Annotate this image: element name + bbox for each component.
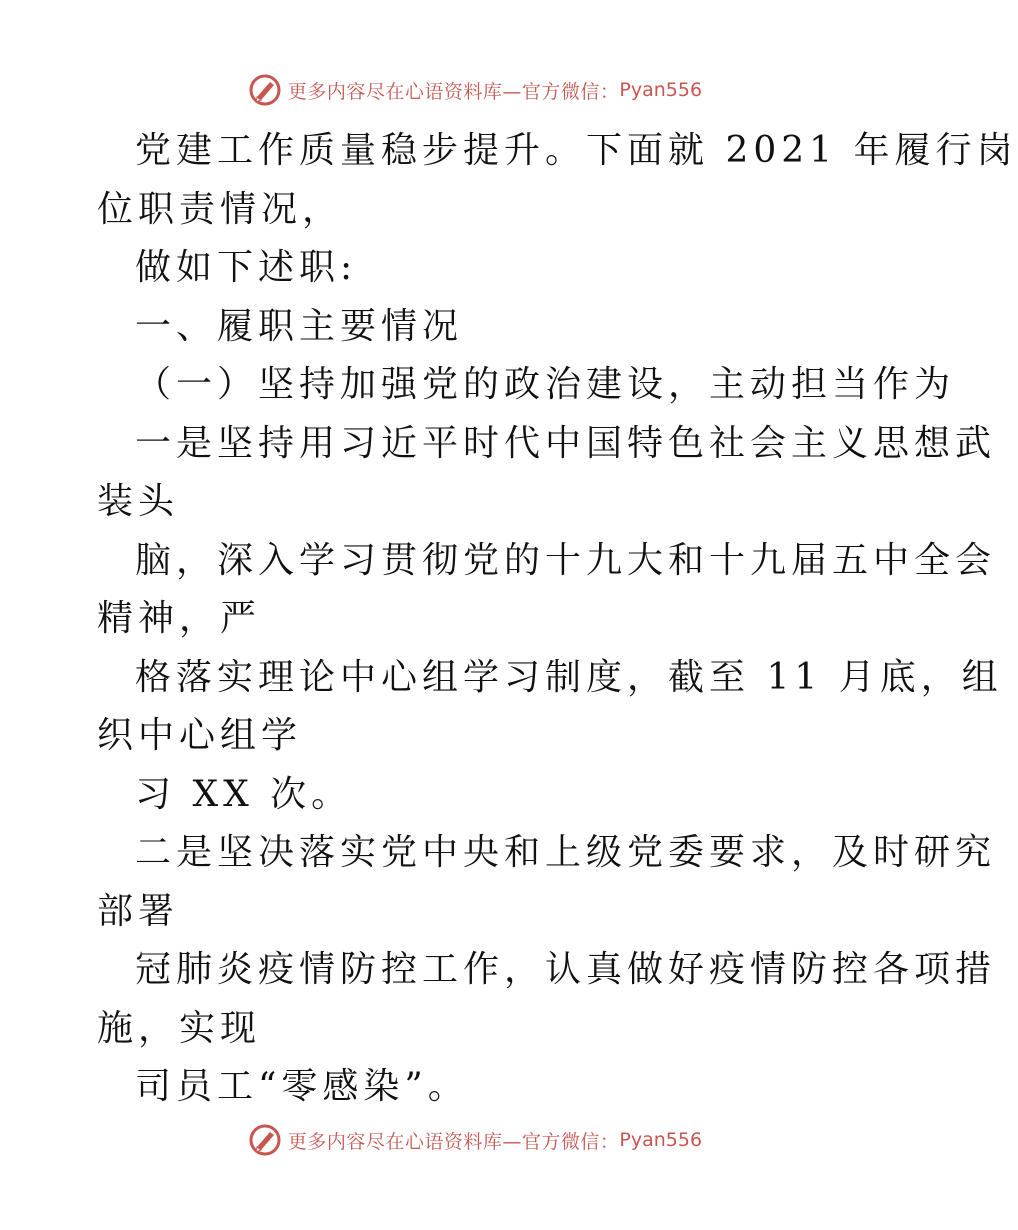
header-watermark-banner bbox=[0, 70, 950, 110]
body-line: 位职责情况， bbox=[97, 188, 344, 230]
subsection-heading: （一）坚持加强党的政治建设，主动担当作为 bbox=[135, 364, 956, 405]
body-line: 脑，深入学习贯彻党的十九大和十九届五中全会 bbox=[135, 539, 997, 581]
body-line: 精神，严 bbox=[97, 598, 262, 639]
body-line: 部署 bbox=[97, 890, 180, 932]
body-line: 织中心组学 bbox=[97, 715, 303, 756]
body-line: 党建工作质量稳步提升。下面就 2021 年履行岗 bbox=[135, 130, 1018, 171]
body-line: 装头 bbox=[97, 481, 180, 522]
header-banner-text: 更多内容尽在心语资料库—官方微信： bbox=[287, 80, 620, 103]
body-line: 冠肺炎疫情防控工作，认真做好疫情防控各项措 bbox=[135, 949, 997, 990]
body-line: 施，实现 bbox=[97, 1007, 262, 1049]
section-heading: 一、履职主要情况 bbox=[135, 305, 464, 347]
pen-logo-icon bbox=[248, 1123, 282, 1157]
body-line: 一是坚持用习近平时代中国特色社会主义思想武 bbox=[135, 422, 997, 464]
body-line: 二是坚决落实党中央和上级党委要求，及时研究 bbox=[135, 832, 997, 873]
footer-watermark-banner bbox=[0, 1120, 950, 1160]
body-line: 习 XX 次。 bbox=[135, 773, 353, 815]
body-line: 格落实理论中心组学习制度，截至 11 月底，组 bbox=[135, 656, 1003, 698]
footer-banner-text: 更多内容尽在心语资料库—官方微信： bbox=[287, 1130, 620, 1153]
document-body bbox=[97, 122, 1018, 1117]
body-line: 司员工“零感染”。 bbox=[135, 1066, 469, 1107]
footer-wechat-id: Pyan556 bbox=[619, 1129, 703, 1151]
pen-logo-icon bbox=[248, 73, 282, 107]
body-line: 做如下述职: bbox=[135, 247, 358, 288]
header-wechat-id: Pyan556 bbox=[619, 79, 703, 101]
